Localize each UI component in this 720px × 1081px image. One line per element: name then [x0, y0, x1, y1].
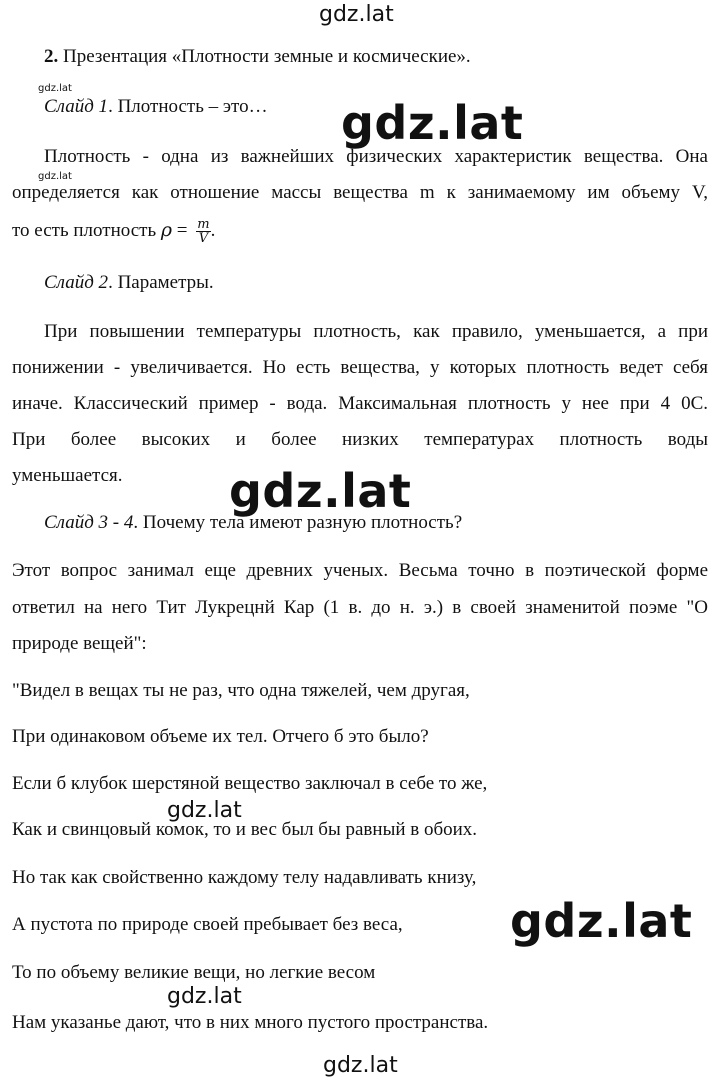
- watermark-tiny-1: gdz.lat: [38, 83, 72, 94]
- para1-line3: [12, 218, 215, 245]
- rho-symbol: ρ: [160, 219, 173, 241]
- para2-line5: уменьшается.: [12, 465, 123, 486]
- poem-line: А пустота по природе своей пребывает без веса,: [12, 914, 403, 935]
- slide-2-label: Слайд 2: [44, 272, 109, 293]
- watermark-tiny-2: gdz.lat: [38, 171, 72, 182]
- para2-line4: При более высоких и более низких температурах плотность воды: [12, 429, 708, 450]
- slide-3-4-text: . Почему тела имеют разную плотность?: [133, 512, 463, 533]
- task-title: Презентация «Плотности земные и космические».: [63, 46, 471, 67]
- poem-line: Но так как свойственно каждому телу надавливать книзу,: [12, 867, 477, 888]
- watermark-mid-1: gdz.lat: [167, 798, 242, 823]
- equals-sign: =: [176, 220, 188, 241]
- para1-end: .: [210, 220, 216, 241]
- watermark-bottom: gdz.lat: [323, 1053, 398, 1078]
- slide-3-4-heading: [44, 511, 462, 535]
- para3-line3: природе вещей":: [12, 633, 147, 654]
- slide-2-heading: [44, 271, 214, 295]
- slide-1-text: . Плотность – это…: [108, 96, 268, 117]
- para2-line3: иначе. Классический пример - вода. Максимальная плотность у нее при 4 0С.: [12, 393, 708, 414]
- task-number: 2.: [44, 46, 59, 67]
- poem-line: "Видел в вещах ты не раз, что одна тяжелей, чем другая,: [12, 680, 470, 701]
- watermark-large-3: gdz.lat: [510, 894, 693, 948]
- task-heading: [44, 45, 471, 69]
- watermark-large-2: gdz.lat: [229, 464, 412, 518]
- para1-line2: определяется как отношение массы вещества m к занимаемому им объему V,: [12, 182, 708, 203]
- poem-line: Если б клубок шерстяной вещество заключал в себе то же,: [12, 773, 488, 794]
- watermark-mid-2: gdz.lat: [167, 984, 242, 1009]
- poem-line: То по объему великие вещи, но легкие весом: [12, 962, 376, 983]
- para3-line2: ответил на него Тит Лукрецнй Кар (1 в. до н. э.) в своей знаменитой поэме "О: [12, 597, 708, 618]
- fraction-numerator: m: [197, 217, 210, 233]
- para2-line2: понижении - увеличивается. Но есть вещества, у которых плотность ведет себя: [12, 357, 708, 378]
- para1-line3-text: то есть плотность: [12, 220, 157, 241]
- density-fraction: [196, 218, 210, 245]
- para1-line1: Плотность - одна из важнейших физических характеристик вещества. Она: [44, 146, 708, 167]
- slide-3-4-label: Слайд 3 - 4: [44, 512, 134, 533]
- para2-line1: При повышении температуры плотность, как правило, уменьшается, а при: [44, 321, 708, 342]
- watermark-top: gdz.lat: [319, 2, 394, 27]
- slide-1-heading: [44, 95, 268, 119]
- para3-line1: Этот вопрос занимал еще древних ученых. Весьма точно в поэтической форме: [12, 560, 708, 581]
- fraction-denominator: V: [198, 231, 209, 247]
- poem-line: Как и свинцовый комок, то и вес был бы равный в обоих.: [12, 819, 478, 840]
- slide-1-label: Слайд 1: [44, 96, 109, 117]
- slide-2-text: . Параметры.: [108, 272, 214, 293]
- poem-line: Нам указанье дают, что в них много пустого пространства.: [12, 1012, 489, 1033]
- watermark-large-1: gdz.lat: [341, 96, 524, 150]
- poem-line: При одинаковом объеме их тел. Отчего б это было?: [12, 726, 429, 747]
